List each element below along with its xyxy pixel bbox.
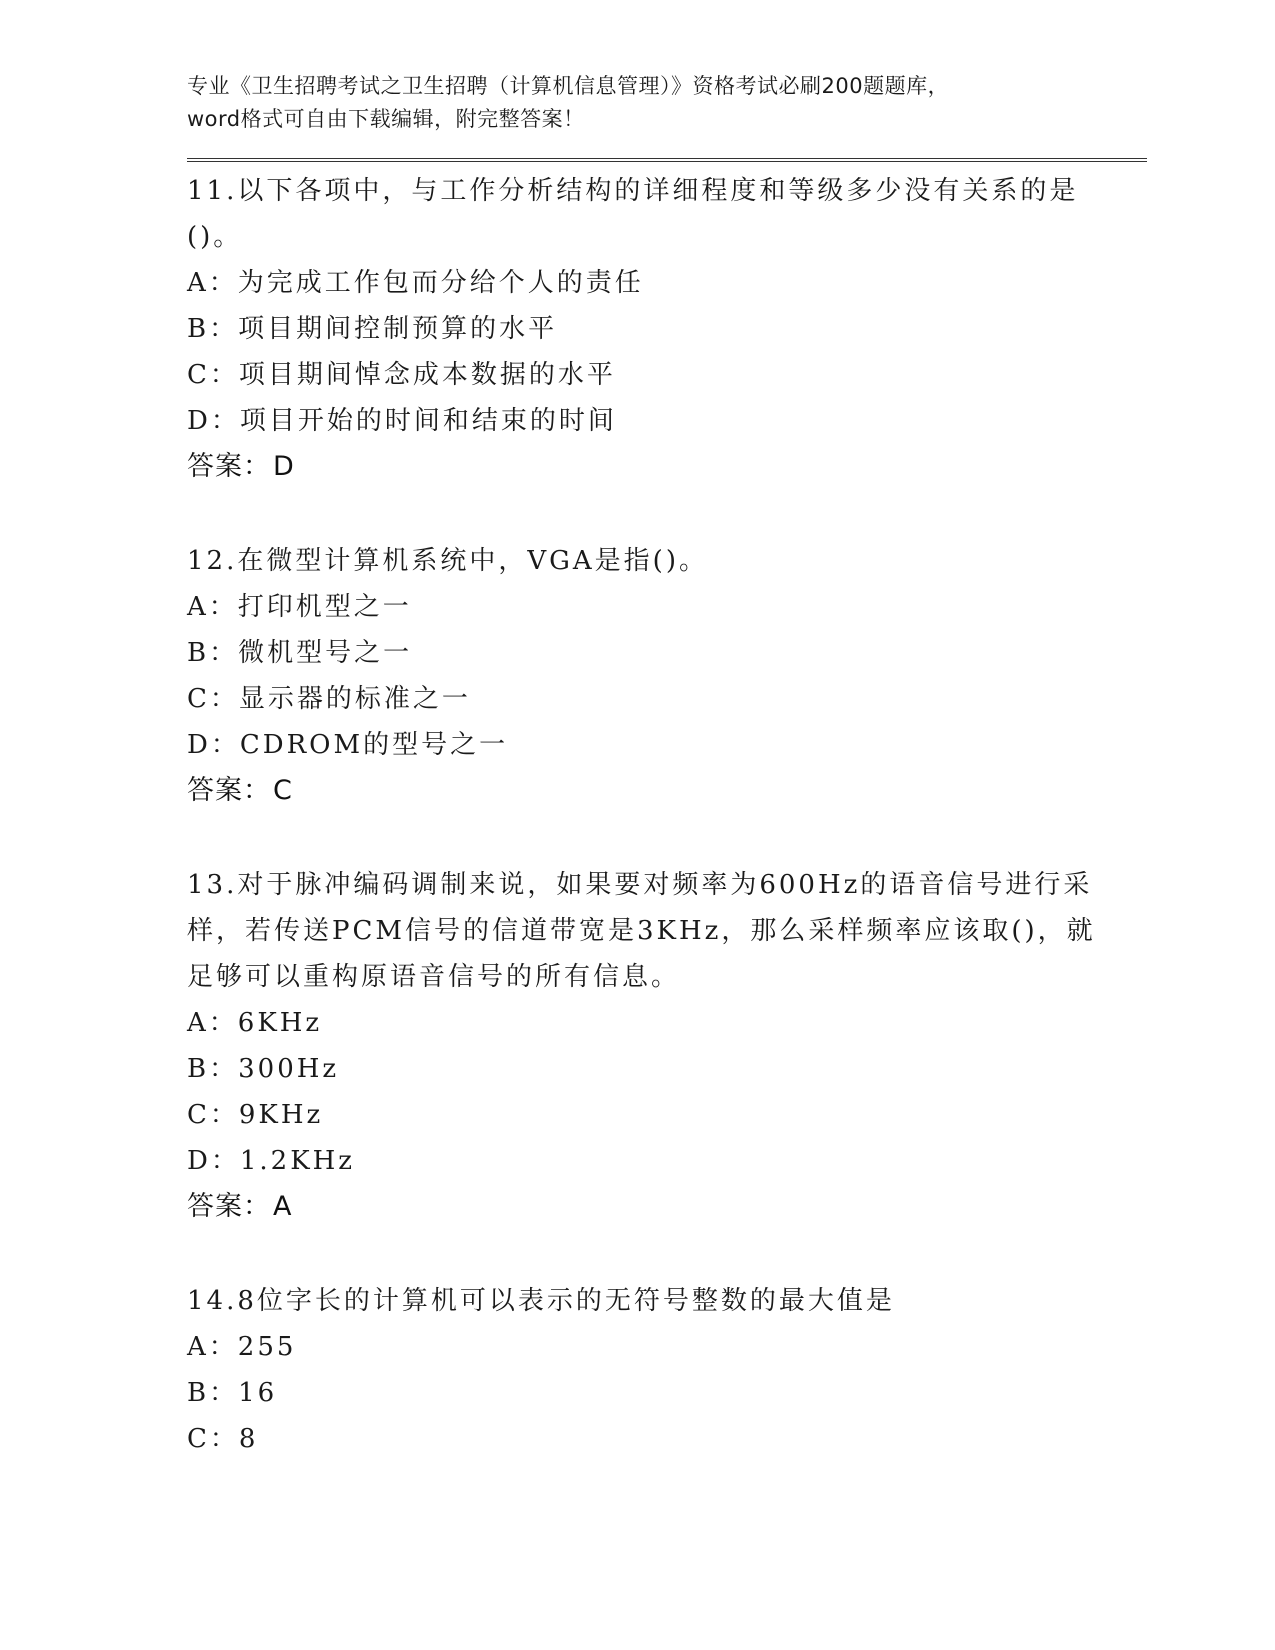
header-divider [187, 158, 1147, 162]
question-text-line: 足够可以重构原语音信号的所有信息。 [187, 962, 681, 992]
option-d: D：1.2KHz [187, 1146, 355, 1176]
answer-label: 答案： [187, 775, 271, 806]
option-b: B：16 [187, 1378, 278, 1408]
answer-value: A [273, 1191, 293, 1222]
answer-line [187, 768, 1147, 814]
answer-value: C [273, 775, 293, 806]
option-d: D：项目开始的时间和结束的时间 [187, 406, 617, 436]
question-text-line: 14.8位字长的计算机可以表示的无符号整数的最大值是 [187, 1286, 895, 1316]
question-text-line: 11.以下各项中，与工作分析结构的详细程度和等级多少没有关系的是 [187, 176, 1079, 206]
question-text-line: ()。 [187, 222, 243, 252]
question-list [187, 168, 1147, 1462]
question-text-line: 样，若传送PCM信号的信道带宽是3KHz，那么采样频率应该取()，就 [187, 916, 1096, 946]
option-d: D：CDROM的型号之一 [187, 730, 509, 760]
option-c: C：项目期间悼念成本数据的水平 [187, 360, 616, 390]
document-page [187, 70, 1147, 1510]
answer-line [187, 444, 1147, 490]
question-13 [187, 862, 1147, 1230]
option-c: C：显示器的标准之一 [187, 684, 471, 714]
option-c: C：9KHz [187, 1100, 324, 1130]
answer-line [187, 1184, 1147, 1230]
question-text-line: 12.在微型计算机系统中，VGA是指()。 [187, 546, 708, 576]
question-14 [187, 1278, 1147, 1462]
option-b: B：300Hz [187, 1054, 340, 1084]
option-c: C：8 [187, 1424, 259, 1454]
option-a: A：为完成工作包而分给个人的责任 [187, 268, 644, 298]
answer-value: D [273, 451, 295, 482]
option-b: B：项目期间控制预算的水平 [187, 314, 558, 344]
question-12 [187, 538, 1147, 814]
document-header [187, 70, 1147, 136]
header-title-line-2: word格式可自由下载编辑，附完整答案！ [187, 107, 585, 131]
question-text-line: 13.对于脉冲编码调制来说，如果要对频率为600Hz的语音信号进行采 [187, 870, 1093, 900]
option-a: A：6KHz [187, 1008, 323, 1038]
answer-label: 答案： [187, 451, 271, 482]
answer-label: 答案： [187, 1191, 271, 1222]
option-b: B：微机型号之一 [187, 638, 413, 668]
header-title-line-1: 专业《卫生招聘考试之卫生招聘（计算机信息管理）》资格考试必刷200题题库， [187, 74, 950, 98]
option-a: A：打印机型之一 [187, 592, 412, 622]
question-11 [187, 168, 1147, 490]
option-a: A：255 [187, 1332, 297, 1362]
